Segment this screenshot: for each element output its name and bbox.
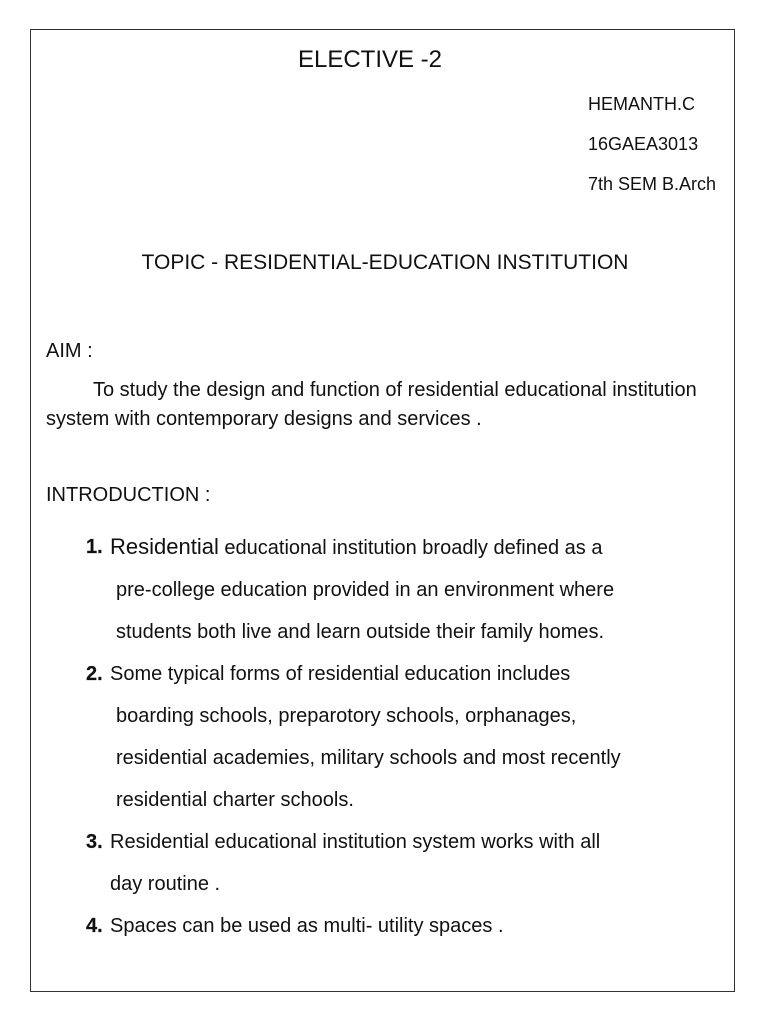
list-item — [86, 905, 726, 947]
list-number: 3. — [86, 831, 103, 853]
list-item-first-line: Some typical forms of residential education includes — [110, 663, 571, 685]
list-number: 2. — [86, 663, 103, 685]
list-item-continuation: boarding schools, preparotory schools, orphanages, — [116, 705, 577, 727]
first-line-rest: educational institution broadly defined as a — [218, 537, 603, 559]
lead-word: Residential — [110, 534, 219, 559]
author-semester: 7th SEM B.Arch — [588, 174, 717, 194]
list-item-first-line: Residential educational institution system works with all — [110, 831, 601, 853]
list-number: 1. — [86, 536, 103, 558]
list-item-text — [110, 821, 600, 905]
author-block — [588, 92, 716, 212]
list-item-first-line — [110, 526, 614, 569]
list-item-text — [110, 526, 614, 653]
author-id: 16GAEA3013 — [588, 134, 699, 154]
list-item-continuation: residential charter schools. — [116, 789, 354, 811]
document-title: ELECTIVE -2 — [297, 46, 443, 73]
list-item — [86, 526, 726, 653]
list-number: 4. — [86, 915, 103, 937]
author-name: HEMANTH.C — [588, 94, 695, 114]
list-item-continuation: students both live and learn outside their family homes. — [116, 621, 605, 643]
list-item — [86, 821, 726, 905]
list-item-continuation: residential academies, military schools and most recently — [116, 747, 621, 769]
list-item-text — [110, 905, 504, 947]
list-item — [86, 653, 726, 821]
list-item-text — [110, 653, 621, 821]
introduction-heading: INTRODUCTION : — [46, 484, 211, 506]
aim-text: To study the design and function of residential educational institution system with contemporary designs and services . — [46, 379, 697, 430]
list-item-first-line: Spaces can be used as multi- utility spaces . — [110, 915, 504, 937]
aim-heading: AIM : — [46, 340, 93, 362]
introduction-list — [86, 526, 726, 947]
list-item-continuation: day routine . — [110, 873, 221, 895]
topic-heading: TOPIC - RESIDENTIAL-EDUCATION INSTITUTION — [141, 251, 629, 274]
list-item-continuation: pre-college education provided in an environment where — [116, 579, 615, 601]
